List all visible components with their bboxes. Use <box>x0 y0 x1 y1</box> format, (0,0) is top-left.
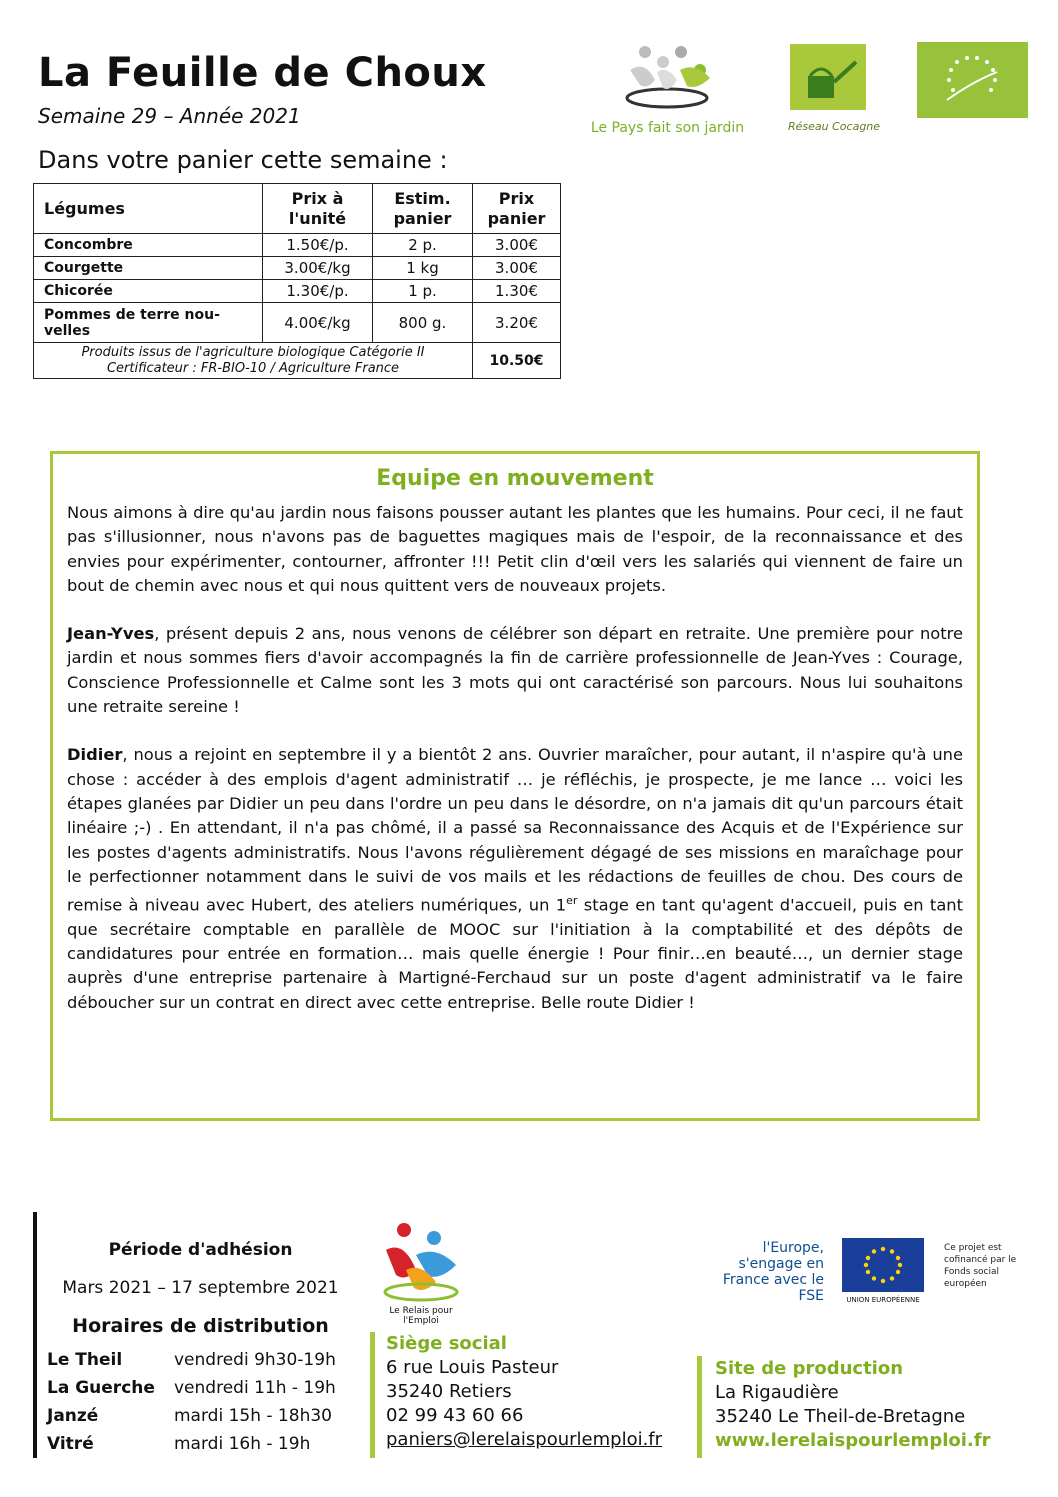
veg-price: 3.20€ <box>473 303 561 343</box>
pays-logo-label: Le Pays fait son jardin <box>590 120 745 136</box>
basket-heading: Dans votre panier cette semaine : <box>38 146 448 174</box>
siege-title: Siège social <box>386 1333 507 1354</box>
eu-organic-leaf-logo <box>917 42 1028 118</box>
relais-pour-emploi-logo <box>376 1220 466 1325</box>
veg-name: Concombre <box>34 234 263 257</box>
basket-total: 10.50€ <box>473 343 561 379</box>
cocagne-watering-can-icon <box>790 44 866 110</box>
didier-text-2: stage en tant qu'agent d'accueil, puis en tant que secrétaire comptable en parallèle de MOOC sur l'initiation à la comptabilité et des dépôts de candidatures pour entrée en formation… mais quelle énergie ! Pour finir…en beauté…, un dernier stage auprès d'une entreprise partenaire à Martigné-Ferchaud sur un poste d'agent administratif va le faire déboucher sur un contrat en direct avec cette entreprise. Belle route Didier ! <box>67 895 963 1012</box>
veg-name: Chicorée <box>34 280 263 303</box>
veg-estimate: 2 p. <box>373 234 473 257</box>
siege-address-2: 35240 Retiers <box>386 1381 512 1402</box>
certification-line-1: Produits issus de l'agriculture biologique Catégorie II <box>81 344 425 360</box>
veg-unit-price: 3.00€/kg <box>263 257 373 280</box>
veg-unit-price: 4.00€/kg <box>263 303 373 343</box>
didier-text-1: , nous a rejoint en septembre il y a bientôt 2 ans. Ouvrier maraîcher, pour autant, il n'aspire qu'à une chose : accéder à des emplois d'agent administratif … je réfléchis, je prospecte, je me lance … voici les étapes glanées par Didier un peu dans l'ordre un peu dans le désordre, on n'a jamais dit qu'un parcours était linéaire ;-) . En attendant, il n'a pas chômé, il a passé sa Reconnaissance des Acquis et de l'Expérience sur les postes d'agents administratifs. Nous l'avons régulièrement dégagé de ses missions en maraîchage pour le perfectionner notamment dans le suivi de vos mails et les rédactions de feuilles de chou. Des cours de remise à niveau avec Hubert, des ateliers numériques, un 1 <box>67 745 963 915</box>
schedule-location: Janzé <box>47 1406 99 1426</box>
schedule-location: La Guerche <box>47 1378 155 1398</box>
veg-price: 3.00€ <box>473 257 561 280</box>
schedule-time: vendredi 9h30-19h <box>174 1350 336 1370</box>
footer-divider <box>33 1212 37 1458</box>
certification-line-2: Certificateur : FR-BIO-10 / Agriculture France <box>106 360 400 376</box>
header-legumes: Légumes <box>34 184 263 234</box>
veg-estimate: 1 kg <box>373 257 473 280</box>
name-didier: Didier <box>67 745 123 765</box>
superscript-er: er <box>566 894 578 908</box>
veg-estimate: 1 p. <box>373 280 473 303</box>
site-title: Site de production <box>715 1358 904 1379</box>
jean-yves-text: , présent depuis 2 ans, nous venons de célébrer son départ en retraite. Une première pour notre jardin et nous sommes fiers d'avoir accompagnés la fin de carrière professionnelle de Jean-Yves : Courage, Conscience Professionnelle et Calme sont les 3 mots qui ont caractérisé son parcours. Nous lui souhaitons une retraite sereine ! <box>67 624 963 717</box>
eu-flag-label: UNION EUROPÉENNE <box>846 1296 920 1304</box>
article-title: Equipe en mouvement <box>376 466 654 491</box>
website-link[interactable]: www.lerelaispourlemploi.fr <box>715 1430 991 1451</box>
page-title: La Feuille de Choux <box>38 50 487 96</box>
site-accent-bar <box>697 1356 702 1458</box>
siege-phone: 02 99 43 60 66 <box>386 1405 524 1426</box>
table-row <box>34 257 561 280</box>
table-row <box>34 280 561 303</box>
cocagne-logo-label: Réseau Cocagne <box>788 120 881 133</box>
relais-logo-graphic <box>376 1220 466 1306</box>
name-jean-yves: Jean-Yves <box>67 624 155 644</box>
cofinance-note: Ce projet est cofinancé par le Fonds social européen <box>944 1243 1017 1289</box>
header-unit-price: Prix à l'unité <box>263 184 373 234</box>
certification-note <box>34 343 473 379</box>
veg-price: 1.30€ <box>473 280 561 303</box>
europe-logo-label: l'Europe, s'engage en France avec le FSE <box>722 1240 824 1304</box>
veg-price: 3.00€ <box>473 234 561 257</box>
veg-name: Courgette <box>34 257 263 280</box>
siege-email-link[interactable]: paniers@lerelaispourlemploi.fr <box>386 1429 663 1450</box>
veg-estimate: 800 g. <box>373 303 473 343</box>
schedule-time: mardi 16h - 19h <box>174 1434 311 1454</box>
reseau-cocagne-logo <box>788 44 888 140</box>
article-paragraph-didier <box>67 743 963 1015</box>
header-basket-price: Prix panier <box>473 184 561 234</box>
siege-accent-bar <box>370 1332 375 1458</box>
adhesion-dates: Mars 2021 – 17 septembre 2021 <box>62 1278 339 1298</box>
eu-flag-icon <box>842 1238 924 1292</box>
relais-logo-label: Le Relais pour l'Emploi <box>389 1306 453 1326</box>
veg-unit-price: 1.30€/p. <box>263 280 373 303</box>
article-box <box>50 451 980 1121</box>
europe-sengage-logo <box>700 1240 824 1304</box>
site-production-block <box>715 1357 990 1453</box>
site-address-1: La Rigaudière <box>715 1382 839 1403</box>
article-paragraph-intro: Nous aimons à dire qu'au jardin nous faisons pousser autant les plantes que les humains. Pour ceci, il ne faut pas s'illusionner, nous n'avons pas de baguettes magiques mais de l'espoir, de la reconnaissance et des envies pour expérimenter, contourner, affronter !!! Petit clin d'œil vers les salariés qui viennent de faire un bout de chemin avec nous et qui nous quittent vers de nouveaux projets. <box>67 503 963 595</box>
pays-fait-son-jardin-logo <box>585 40 750 140</box>
schedule-location: Vitré <box>47 1434 94 1454</box>
table-row <box>34 234 561 257</box>
schedule-time: mardi 15h - 18h30 <box>174 1406 332 1426</box>
adhesion-title: Période d'adhésion <box>108 1240 293 1260</box>
pays-logo-graphic <box>585 40 750 120</box>
table-row <box>34 303 561 343</box>
table-footer-row <box>34 343 561 379</box>
header-estimate: Estim. panier <box>373 184 473 234</box>
veg-name: Pommes de terre nou-velles <box>34 303 263 343</box>
basket-table <box>33 183 561 379</box>
siege-social-block <box>386 1332 662 1452</box>
schedule-location: Le Theil <box>47 1350 123 1370</box>
site-address-2: 35240 Le Theil-de-Bretagne <box>715 1406 966 1427</box>
siege-address-1: 6 rue Louis Pasteur <box>386 1357 559 1378</box>
schedule-time: vendredi 11h - 19h <box>174 1378 336 1398</box>
horaires-title: Horaires de distribution <box>72 1315 329 1337</box>
article-paragraph-jean-yves <box>67 622 963 719</box>
veg-unit-price: 1.50€/p. <box>263 234 373 257</box>
page-subtitle: Semaine 29 – Année 2021 <box>38 104 301 128</box>
